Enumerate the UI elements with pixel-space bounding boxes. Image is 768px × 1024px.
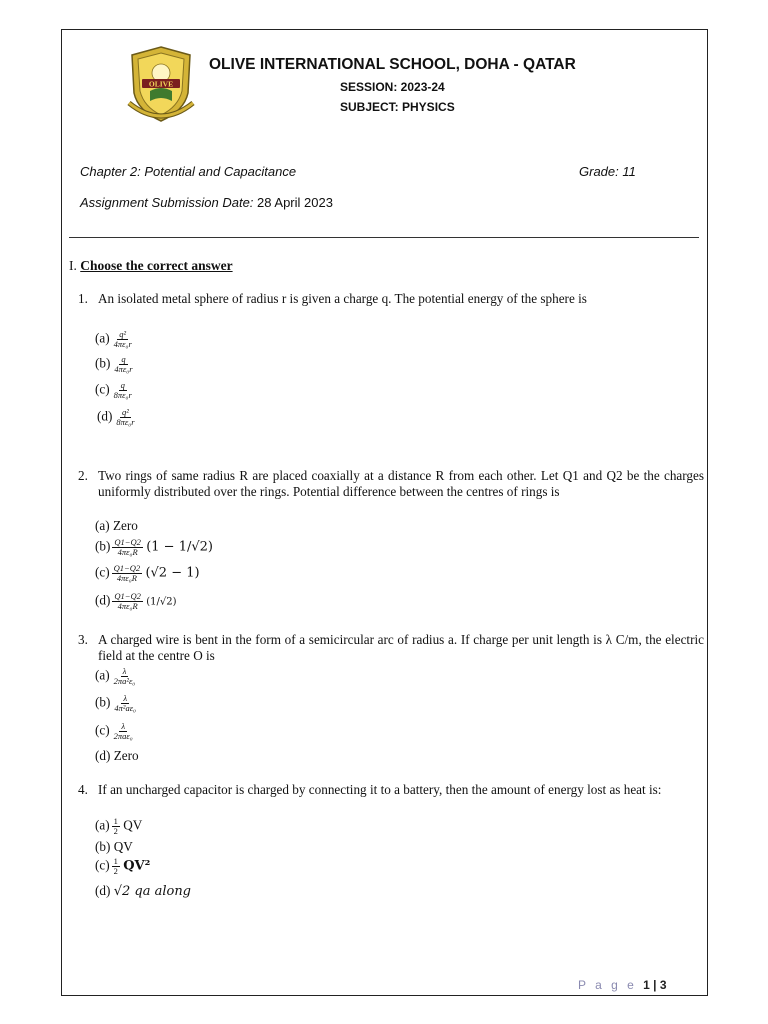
fraction-denominator: 2: [113, 866, 118, 876]
option-item: [95, 381, 134, 400]
fraction-numerator: q: [120, 380, 125, 390]
option-fraction: [112, 722, 135, 741]
option-item: [95, 883, 191, 900]
option-label: (d): [95, 592, 111, 608]
fraction-numerator: q: [121, 354, 126, 364]
option-label: (b): [95, 839, 111, 854]
option-label: (c): [95, 564, 110, 580]
option-label: (b): [95, 694, 111, 710]
option-label: (c): [95, 722, 110, 738]
option-tail: (√2 − 1): [145, 565, 200, 581]
question-number: 3.: [78, 632, 88, 647]
fraction-numerator: λ: [122, 666, 127, 676]
fraction-numerator: Q1−Q2: [113, 563, 141, 573]
question-number: 2.: [78, 468, 88, 483]
option-item: [95, 857, 150, 876]
option-item: [95, 839, 133, 855]
fraction-denominator: 4πε₀R: [116, 573, 137, 583]
option-label: (a): [95, 667, 110, 683]
option-label: (c): [95, 857, 110, 873]
logo-text: OLIVE: [148, 79, 174, 89]
option-item: [95, 592, 176, 611]
page-footer: [578, 978, 667, 992]
grade-label: Grade: 11: [579, 164, 636, 179]
option-text: √2 qa along: [113, 884, 192, 899]
option-item: [95, 355, 135, 374]
question-text: An isolated metal sphere of radius r is given a charge q. The potential energy of the sphere is: [98, 291, 587, 306]
chapter-title: Chapter 2: Potential and Capacitance: [80, 164, 297, 179]
option-fraction: [112, 857, 120, 876]
question-text: Two rings of same radius R are placed coaxially at a distance R from each other. Let Q1 and Q2 be the charges uniformly distributed over the rings. Potential difference between the centres of rings is: [98, 468, 704, 499]
fraction-denominator: 4πε₀R: [117, 547, 138, 557]
option-tail: QV²: [123, 858, 151, 874]
section-title: Choose the correct answer: [80, 258, 233, 273]
option-tail: (1 − 1/√2): [146, 539, 213, 555]
school-logo: [126, 45, 196, 123]
question-text: If an uncharged capacitor is charged by connecting it to a battery, then the amount of energy lost as heat is:: [98, 782, 662, 797]
school-name: OLIVE INTERNATIONAL SCHOOL, DOHA - QATAR: [209, 56, 576, 73]
option-item: [95, 330, 134, 349]
question-number: 4.: [78, 782, 88, 797]
option-label: (d): [95, 883, 111, 898]
option-fraction: [112, 538, 143, 557]
fraction-denominator: 2πa²ε₀: [113, 676, 136, 686]
option-fraction: [112, 564, 143, 583]
option-fraction: [112, 592, 143, 611]
option-item: [95, 748, 139, 764]
fraction-denominator: 4π²aε₀: [114, 703, 137, 713]
page-number: 1: [643, 978, 650, 992]
fraction-denominator: 4πε₀r: [113, 339, 132, 349]
fraction-numerator: q²: [122, 407, 129, 417]
fraction-denominator: 8πε₀r: [113, 390, 132, 400]
fraction-numerator: λ: [121, 721, 126, 731]
option-fraction: [112, 694, 138, 713]
section-heading: [69, 258, 233, 274]
submission-date-value: 28 April 2023: [257, 195, 333, 210]
option-fraction: [112, 330, 134, 349]
option-text: Zero: [113, 748, 139, 763]
option-fraction: [112, 355, 134, 374]
option-label: (b): [95, 538, 111, 554]
option-label: (a): [95, 518, 110, 533]
option-label: (b): [95, 355, 111, 371]
submission-date: [80, 195, 333, 210]
option-item: [95, 667, 137, 686]
option-item: [97, 408, 137, 427]
fraction-numerator: Q1−Q2: [114, 537, 141, 547]
option-item: [95, 817, 142, 836]
option-fraction: [112, 381, 134, 400]
fraction-denominator: 4πε₀R: [117, 601, 138, 611]
page-total: 3: [659, 978, 667, 992]
option-item: [95, 564, 200, 583]
fraction-numerator: λ: [123, 693, 128, 703]
fraction-numerator: 1: [113, 816, 118, 826]
section-roman: I.: [69, 258, 77, 273]
fraction-denominator: 2: [113, 826, 118, 836]
option-fraction: [112, 667, 138, 686]
fraction-numerator: 1: [113, 856, 118, 866]
option-label: (c): [95, 381, 110, 397]
fraction-numerator: q²: [119, 329, 127, 339]
session-label: SESSION: 2023-24: [340, 80, 445, 94]
option-text: Zero: [112, 518, 138, 533]
question-number: 1.: [78, 291, 88, 306]
page-separator: |: [649, 978, 660, 992]
option-item: [95, 538, 213, 557]
option-fraction: [112, 817, 120, 836]
subject-label: SUBJECT: PHYSICS: [340, 100, 455, 114]
fraction-denominator: 2πaε₀: [113, 731, 133, 741]
option-label: (a): [95, 817, 110, 833]
page-word: P a g e: [578, 978, 637, 992]
submission-label: Assignment Submission Date:: [80, 195, 254, 210]
option-tail: QV: [123, 817, 143, 833]
option-label: (d): [97, 408, 113, 424]
option-fraction: [114, 408, 136, 427]
fraction-denominator: 4πε₀r: [114, 364, 133, 374]
option-item: [95, 694, 138, 713]
option-label: (a): [95, 330, 110, 346]
option-item: [95, 518, 138, 534]
option-tail: (1/√2): [146, 596, 177, 608]
option-text: QV: [113, 839, 133, 854]
option-item: [95, 722, 135, 741]
header-divider: [69, 237, 699, 238]
option-label: (d): [95, 748, 111, 763]
fraction-denominator: 8πε₀r: [116, 417, 135, 427]
fraction-numerator: Q1−Q2: [114, 591, 141, 601]
question-text: A charged wire is bent in the form of a semicircular arc of radius a. If charge per unit length is λ C/m, the electric field at the centre O is: [98, 632, 704, 663]
